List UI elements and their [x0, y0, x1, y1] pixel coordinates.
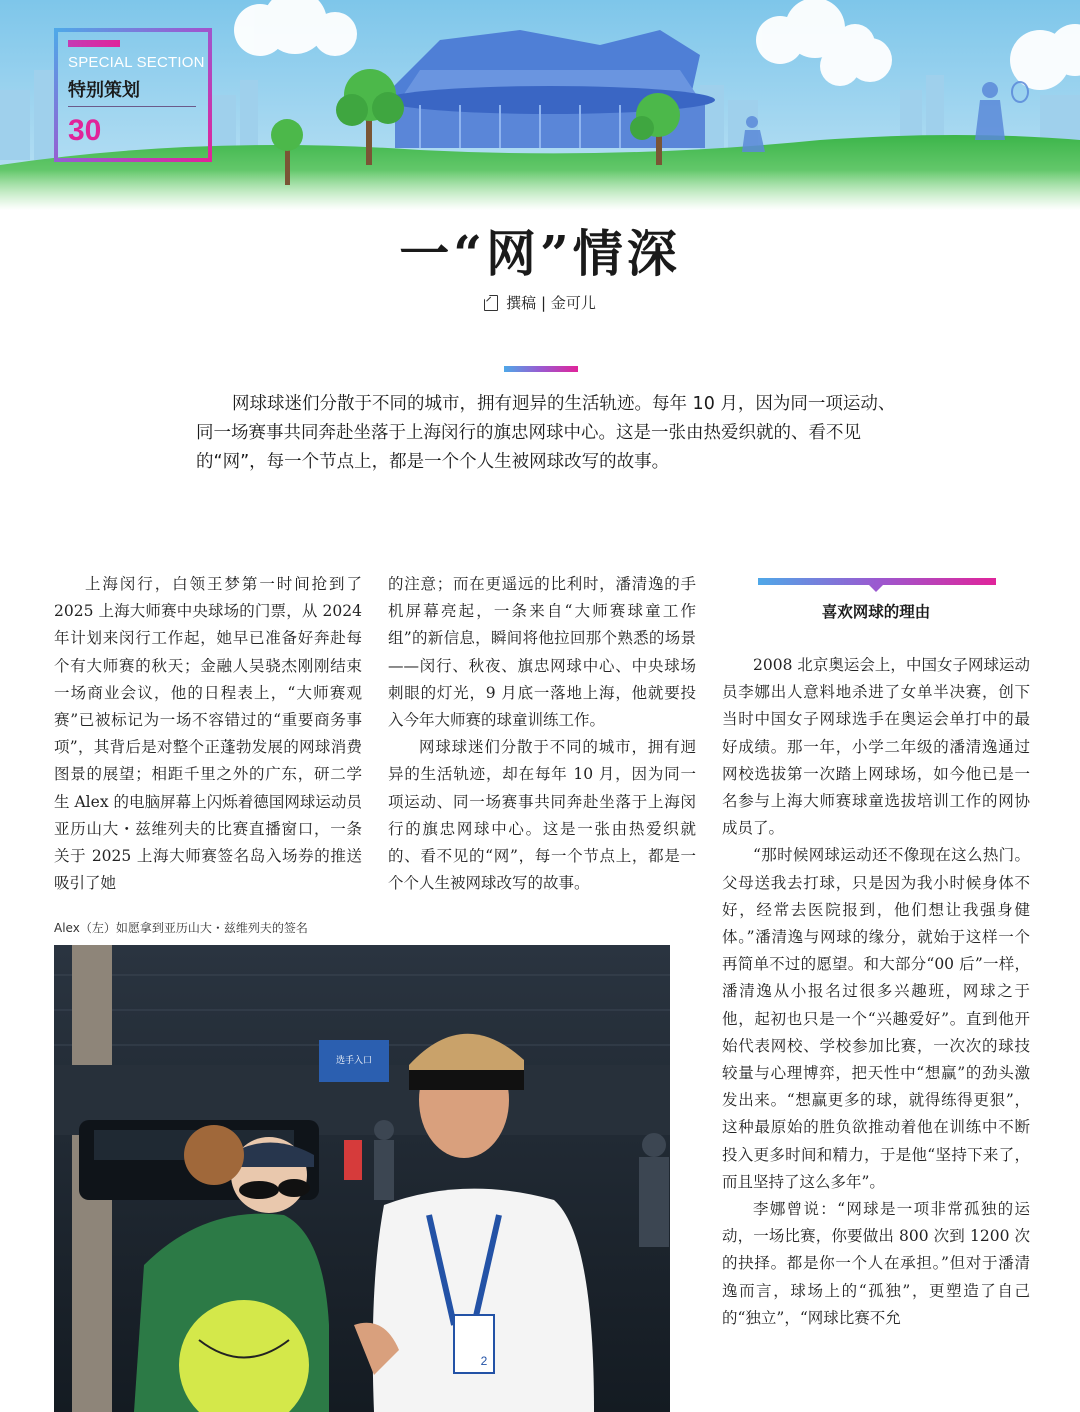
- sidebar-title: 喜欢网球的理由: [821, 603, 931, 621]
- body-column-2: [388, 571, 696, 897]
- body-paragraph: 网球球迷们分散于不同的城市，拥有迥异的生活轨迹，却在每年 10 月，因为同一项运动、同一场赛事共同奔赴坐落于上海闵行的旗忠网球中心。这是一张由热爱织就的、看不见的“网”，每一个节点上，都是一个个人生被网球改写的故事。: [388, 738, 696, 893]
- badge-chinese-label: 特别策划: [68, 80, 140, 101]
- sidebar-paragraph: 2008 北京奥运会上，中国女子网球运动员李娜出人意料地杀进了女单半决赛，创下当时中国女子网球选手在奥运会单打中的最好成绩。那一年，小学二年级的潘清逸通过网校选拔第一次踏上网球场，如今他已是一名参与上海大师赛球童选拔培训工作的网协成员了。: [722, 656, 1030, 838]
- entrance-sign-text: 选手入口: [335, 1056, 373, 1066]
- sidebar-paragraph: 李娜曾说：“网球是一项非常孤独的运动，一场比赛，你要做出 800 次到 1200 次的抉择。都是你一个人在承担。”但对于潘清逸而言，球场上的“孤独”，更塑造了自己的“独立”，“网球比赛不允: [722, 1200, 1030, 1327]
- lede: [196, 390, 896, 477]
- sidebar-notch: [869, 585, 883, 592]
- credential-number: 2: [480, 1354, 488, 1368]
- article-photo: [54, 945, 670, 1412]
- lede-text: 网球球迷们分散于不同的城市，拥有迥异的生活轨迹。每年 10 月，因为同一项运动、同一场赛事共同奔赴坐落于上海闵行的旗忠网球中心。这是一张由热爱织就的、看不见的“网”，每一个节点上，都是一个个人生被网球改写的故事。: [196, 394, 896, 472]
- body-paragraph: 的注意；而在更遥远的比利时，潘清逸的手机屏幕亮起，一条来自“大师赛球童工作组”的新信息，瞬间将他拉回那个熟悉的场景——闵行、秋夜、旗忠网球中心、中央球场刺眼的灯光，9 月底一落地上海，他就要投入今年大师赛的球童训练工作。: [388, 575, 696, 730]
- sidebar-divider: [758, 578, 996, 585]
- section-badge: [54, 28, 212, 162]
- title-divider: [504, 366, 578, 372]
- badge-divider: [68, 106, 196, 107]
- byline-label: 撰稿: [506, 294, 537, 312]
- badge-accent-bar: [68, 40, 120, 47]
- photo-illustration: [54, 945, 670, 1412]
- sidebar-column: [722, 652, 1030, 1332]
- article-title: 一“网”情深: [399, 224, 681, 283]
- author-name: 金可儿: [550, 294, 596, 312]
- byline: [0, 292, 1080, 313]
- body-column-1: [54, 571, 362, 897]
- byline-separator: |: [540, 294, 547, 312]
- page-number: 30: [68, 114, 102, 147]
- photo-caption: Alex（左）如愿拿到亚历山大・兹维列夫的签名: [54, 921, 308, 935]
- sidebar-paragraph: “那时候网球运动还不像现在这么热门。父母送我去打球，只是因为我小时候身体不好，经常去医院报到，他们想让我强身健体。”潘清逸与网球的缘分，就始于这样一个再简单不过的愿望。和大部分“00 后”一样，潘清逸从小报名过很多兴趣班，网球之于他，起初也只是一个“兴趣爱好”。直到他开始代表网校、学校参加比赛，一次次的球技较量与心理博弈，把天性中“想赢”的劲头激发出来。“想赢更多的球，就得练得更狠”，这种最原始的胜负欲推动着他在训练中不断投入更多时间和精力，于是他“坚持下来了，而且坚持了这么多年”。: [722, 846, 1030, 1191]
- pen-icon: [484, 295, 498, 311]
- body-paragraph: 上海闵行，白领王梦第一时间抢到了 2025 上海大师赛中央球场的门票，从 2024 年计划来闵行工作起，她早已准备好奔赴每个有大师赛的秋天；金融人吴骁杰刚刚结束一场商业会议，他的日程表上，“大师赛观赛”已被标记为一场不容错过的“重要商务事项”，其背后是对整个正蓬勃发展的网球消费图景的展望；相距千里之外的广东，研二学生 Alex 的电脑屏幕上闪烁着德国网球运动员亚历山大・兹维列夫的比赛直播窗口，一条关于 2025 上海大师赛签名岛入场券的推送吸引了她: [54, 575, 362, 893]
- badge-english-label: SPECIAL SECTION: [68, 54, 205, 71]
